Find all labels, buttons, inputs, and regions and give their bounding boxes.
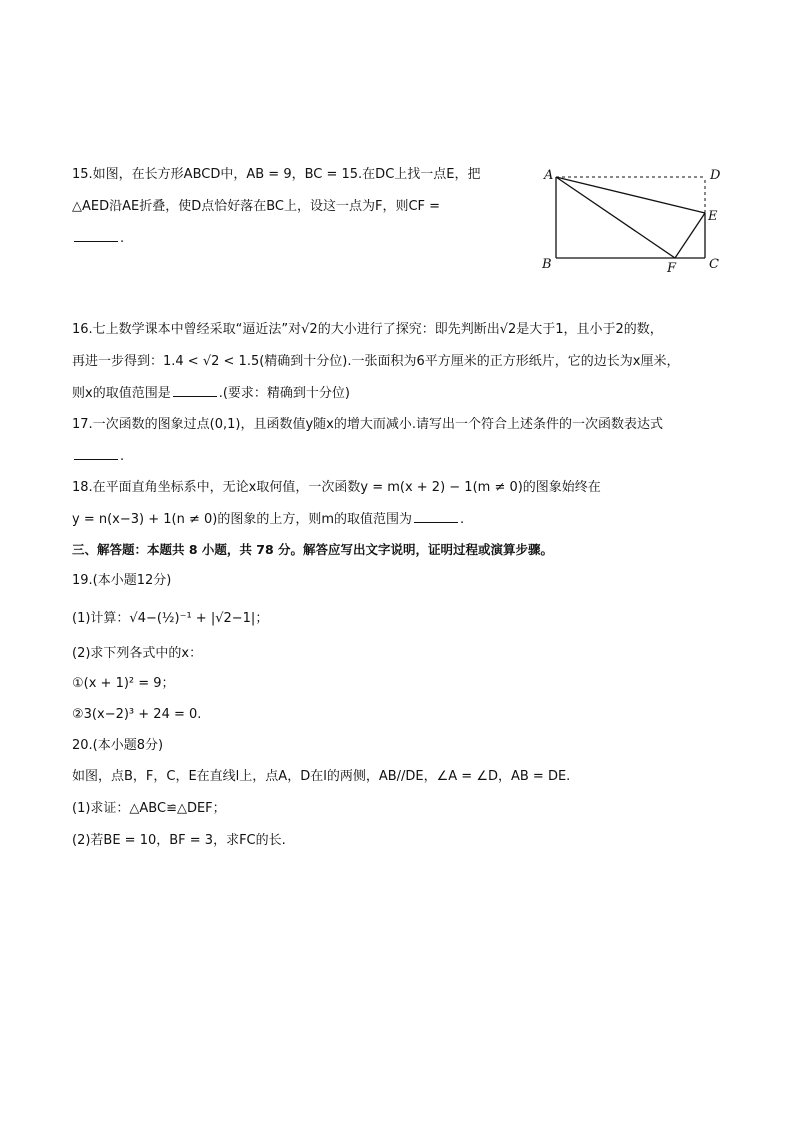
q18-line1: 18.在平面直角坐标系中，无论x取何值，一次函数y = m(x + 2) − 1(m ≠ 0)的图象始终在 bbox=[72, 480, 601, 495]
q16-line3-tail: .(要求：精确到十分位) bbox=[218, 386, 350, 401]
q15-period: . bbox=[120, 231, 125, 246]
answer-blank-18 bbox=[414, 510, 458, 523]
q19-part1: (1)计算：√4−(½)⁻¹ + |√2−1|； bbox=[72, 611, 269, 626]
section-3-header: 三、解答题：本题共 8 小题，共 78 分。解答应写出文字说明，证明过程或演算步骤。 bbox=[72, 542, 554, 557]
label-B: B bbox=[542, 257, 552, 272]
segment-AF bbox=[556, 177, 675, 258]
segment-AE bbox=[556, 177, 705, 213]
q19-eq1: ①(x + 1)² = 9； bbox=[72, 676, 175, 691]
q16-line3-text: 则x的取值范围是 bbox=[72, 386, 171, 401]
q19-part2: (2)求下列各式中的x： bbox=[72, 646, 203, 661]
q17-line2 bbox=[72, 447, 124, 466]
label-D: D bbox=[710, 168, 721, 183]
label-C: C bbox=[709, 257, 719, 272]
rectangle-figure bbox=[535, 160, 735, 280]
q20-part1: (1)求证：△ABC≌△DEF； bbox=[72, 801, 226, 816]
q20-part2: (2)若BE = 10，BF = 3，求FC的长. bbox=[72, 833, 286, 848]
label-F: F bbox=[667, 261, 677, 276]
q17-line1: 17.一次函数的图象过点(0,1)，且函数值y随x的增大而减小.请写出一个符合上述条件的一次函数表达式 bbox=[72, 417, 664, 432]
q18-line2-tail: . bbox=[460, 512, 465, 527]
q16-line3 bbox=[72, 384, 350, 403]
answer-blank-15 bbox=[74, 229, 118, 242]
q16-line2: 再进一步得到：1.4 < √2 < 1.5(精确到十分位).一张面积为6平方厘米的正方形纸片，它的边长为x厘米， bbox=[72, 354, 680, 369]
label-E: E bbox=[708, 209, 718, 224]
q19-eq2: ②3(x−2)³ + 24 = 0. bbox=[72, 707, 202, 722]
segment-FE bbox=[675, 213, 705, 258]
answer-blank-16 bbox=[173, 384, 217, 397]
q18-line2-text: y = n(x−3) + 1(n ≠ 0)的图象的上方，则m的取值范围为 bbox=[72, 512, 412, 527]
q15-line2: △AED沿AE折叠，使D点恰好落在BC上，设这一点为F，则CF = bbox=[72, 199, 441, 214]
q18-line2 bbox=[72, 510, 464, 529]
q20-stem: 如图，点B，F，C，E在直线l上，点A，D在l的两侧，AB//DE，∠A = ∠D，AB = DE. bbox=[72, 769, 571, 784]
q17-period: . bbox=[120, 449, 125, 464]
q15-line1: 15.如图，在长方形ABCD中，AB = 9，BC = 15.在DC上找一点E，把 bbox=[72, 167, 481, 182]
answer-blank-17 bbox=[74, 447, 118, 460]
q19-header: 19.(本小题12分) bbox=[72, 573, 172, 588]
label-A: A bbox=[544, 168, 554, 183]
q20-header: 20.(本小题8分) bbox=[72, 738, 164, 753]
q16-line1: 16.七上数学课本中曾经采取“逼近法”对√2的大小进行了探究：即先判断出√2是大于1，且小于2的数， bbox=[72, 322, 663, 337]
q15-line3 bbox=[72, 229, 124, 248]
